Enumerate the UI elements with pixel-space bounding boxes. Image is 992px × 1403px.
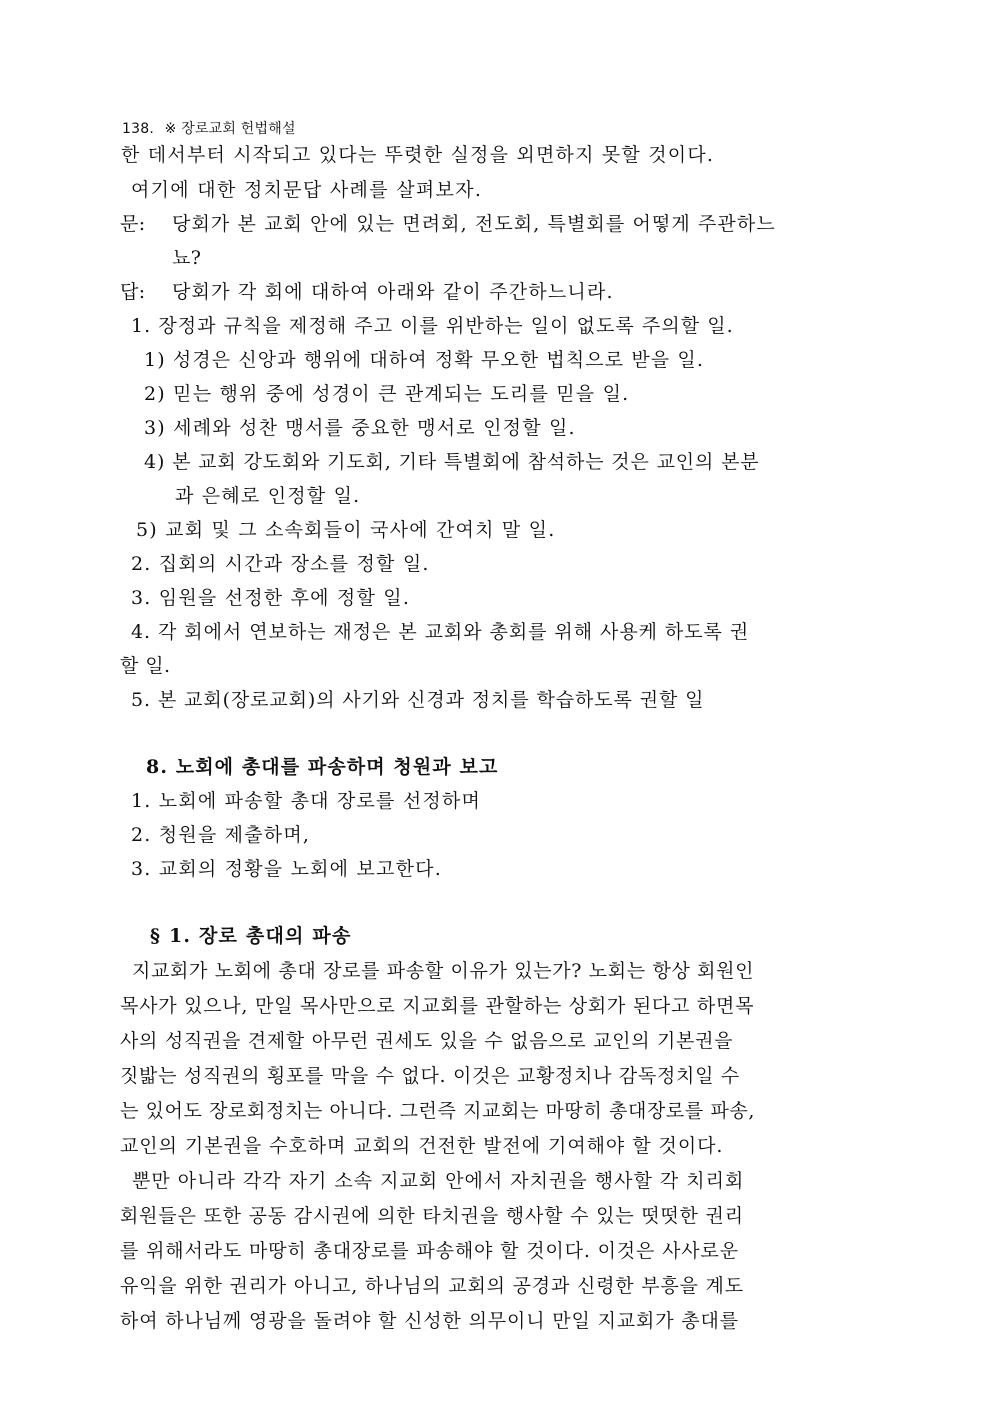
question-line-2: 뇨?: [172, 247, 202, 269]
sub-item-5: 5) 교회 및 그 소속회들이 국사에 간여치 말 일.: [136, 519, 556, 541]
list-item-4-line-1: 4. 각 회에서 연보하는 재정은 본 교회와 총회를 위해 사용케 하도록 권: [131, 621, 750, 643]
list-item-3: 3. 임원을 선정한 후에 정할 일.: [131, 587, 411, 609]
sub-item-4-line-1: 4) 본 교회 강도회와 기도회, 기타 특별회에 참석하는 것은 교인의 본분: [144, 451, 760, 473]
intro-line-2: 여기에 대한 정치문답 사례를 살펴보자.: [131, 179, 483, 201]
section-8-item-1: 1. 노회에 파송할 총대 장로를 선정하며: [131, 790, 482, 812]
section-8-item-2: 2. 청원을 제출하며,: [131, 824, 311, 846]
paragraph-2-line-4: 유익을 위한 권리가 아니고, 하나님의 교회의 공경과 신령한 부흥을 계도: [120, 1275, 744, 1297]
intro-line-1: 한 데서부터 시작되고 있다는 뚜렷한 실정을 외면하지 못할 것이다.: [121, 144, 715, 166]
answer-text: 당회가 각 회에 대하여 아래와 같이 주간하느니라.: [172, 281, 614, 303]
list-item-1: 1. 장정과 규칙을 제정해 주고 이를 위반하는 일이 없도록 주의할 일.: [131, 315, 734, 337]
paragraph-2-line-5: 하여 하나님께 영광을 돌려야 할 신성한 의무이니 만일 지교회가 총대를: [120, 1310, 739, 1332]
list-item-2: 2. 집회의 시간과 장소를 정할 일.: [131, 553, 430, 575]
page-header: [122, 118, 296, 138]
section-8-heading: 8. 노회에 총대를 파송하며 청원과 보고: [146, 756, 499, 778]
paragraph-2-line-3: 를 위해서라도 마땅히 총대장로를 파송해야 할 것이다. 이것은 사사로운: [120, 1240, 739, 1262]
paragraph-2-line-1: 뿐만 아니라 각각 자기 소속 지교회 안에서 자치권을 행사할 각 치리회: [132, 1170, 745, 1192]
paragraph-1-line-3: 사의 성직권을 견제할 아무런 권세도 있을 수 없음으로 교인의 기본권을: [120, 1030, 734, 1052]
sub-item-4-line-2: 과 은혜로 인정할 일.: [175, 485, 361, 507]
subsection-1-heading: § 1. 장로 총대의 파송: [150, 925, 352, 947]
paragraph-1-line-6: 교인의 기본권을 수호하며 교회의 건전한 발전에 기여해야 할 것이다.: [120, 1135, 724, 1157]
page-number: 138.: [122, 121, 154, 137]
sub-item-3: 3) 세례와 성찬 맹서를 중요한 맹서로 인정할 일.: [144, 417, 576, 439]
paragraph-1-line-2: 목사가 있으나, 만일 목사만으로 지교회를 관할하는 상회가 된다고 하면목: [120, 995, 755, 1017]
list-item-5: 5. 본 교회(장로교회)의 사기와 신경과 정치를 학습하도록 권할 일: [131, 689, 705, 711]
sub-item-2: 2) 믿는 행위 중에 성경이 큰 관계되는 도리를 믿을 일.: [144, 383, 630, 405]
paragraph-1-line-4: 짓밟는 성직권의 횡포를 막을 수 없다. 이것은 교황정치나 감독정치일 수: [120, 1065, 740, 1087]
question-line-1: 당회가 본 교회 안에 있는 면려회, 전도회, 특별회를 어떻게 주관하느: [172, 213, 776, 235]
list-item-4-line-2: 할 일.: [120, 655, 171, 677]
paragraph-1-line-5: 는 있어도 장로회정치는 아니다. 그런즉 지교회는 마땅히 총대장로를 파송,: [120, 1100, 756, 1122]
question-marker: 문:: [120, 213, 146, 235]
answer-marker: 답:: [120, 281, 146, 303]
paragraph-2-line-2: 회원들은 또한 공동 감시권에 의한 타치권을 행사할 수 있는 떳떳한 권리: [120, 1205, 744, 1227]
paragraph-1-line-1: 지교회가 노회에 총대 장로를 파송할 이유가 있는가? 노회는 항상 회원인: [132, 960, 755, 982]
section-8-item-3: 3. 교회의 정황을 노회에 보고한다.: [131, 858, 442, 880]
book-title: ※ 장로교회 헌법해설: [164, 121, 296, 137]
sub-item-1: 1) 성경은 신앙과 행위에 대하여 정확 무오한 법칙으로 받을 일.: [144, 349, 704, 371]
